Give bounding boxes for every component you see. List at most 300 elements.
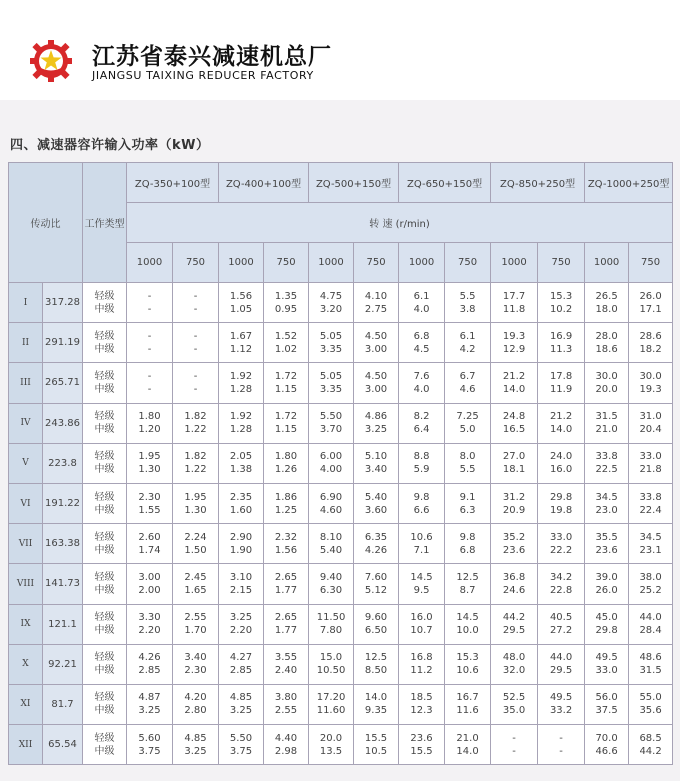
power-medium: 17.1: [639, 303, 662, 315]
power-cell: [491, 725, 538, 765]
power-medium: 1.15: [274, 383, 298, 395]
power-light: 40.5: [549, 612, 573, 624]
power-light: 5.05: [319, 330, 343, 342]
power-medium: 2.15: [229, 584, 253, 596]
power-light: 2.65: [274, 571, 298, 583]
power-medium: 6.30: [319, 584, 343, 596]
power-light: 2.24: [184, 531, 207, 543]
power-cell: [173, 283, 219, 323]
power-light: 5.05: [319, 370, 343, 382]
power-light: 5.10: [364, 451, 388, 463]
power-cell: [445, 564, 491, 604]
power-cell: [491, 363, 538, 403]
power-cell: [629, 443, 673, 483]
power-light: 5.50: [319, 411, 343, 423]
ratio-value: 191.22: [43, 483, 83, 523]
table-row: [9, 443, 673, 483]
work-type-medium: 中级: [94, 544, 115, 556]
power-cell: [354, 403, 399, 443]
power-light: 2.35: [229, 491, 253, 503]
power-light: 21.0: [456, 732, 479, 744]
power-medium: 2.80: [184, 705, 207, 717]
power-cell: [399, 564, 445, 604]
power-cell: [264, 725, 309, 765]
power-light: 3.00: [138, 571, 161, 583]
power-medium: 19.8: [549, 504, 573, 516]
power-cell: [264, 684, 309, 724]
power-cell: [585, 564, 629, 604]
power-cell: [445, 604, 491, 644]
power-cell: [127, 604, 173, 644]
power-light: 49.5: [549, 692, 573, 704]
work-type-cell: [83, 644, 127, 684]
power-light: 35.5: [595, 531, 618, 543]
power-cell: [309, 363, 354, 403]
power-light: 33.8: [639, 491, 662, 503]
power-cell: [491, 644, 538, 684]
power-medium: 7.80: [319, 625, 343, 637]
power-cell: [629, 644, 673, 684]
work-type-cell: [83, 483, 127, 523]
ratio-value: 317.28: [43, 283, 83, 323]
power-cell: [127, 725, 173, 765]
power-cell: [585, 684, 629, 724]
power-medium: 11.3: [549, 343, 573, 355]
power-light: 2.90: [229, 531, 253, 543]
power-cell: [354, 725, 399, 765]
power-medium: 10.2: [549, 303, 573, 315]
power-medium: 11.6: [456, 705, 479, 717]
power-medium: 37.5: [595, 705, 618, 717]
power-cell: [538, 283, 585, 323]
table-row: [9, 403, 673, 443]
power-cell: [585, 363, 629, 403]
stage-numeral: VI: [9, 483, 43, 523]
table-row: [9, 725, 673, 765]
power-cell: [354, 524, 399, 564]
power-light: 3.55: [274, 652, 298, 664]
power-light: 7.6: [413, 370, 430, 382]
power-cell: [399, 644, 445, 684]
power-medium: 2.75: [364, 303, 388, 315]
power-medium: 23.6: [502, 544, 526, 556]
power-light: 33.8: [595, 451, 618, 463]
power-cell: [629, 564, 673, 604]
work-type-light: 轻级: [94, 692, 115, 704]
power-light: 4.85: [229, 692, 253, 704]
power-cell: [127, 644, 173, 684]
power-light: 28.0: [595, 330, 618, 342]
work-type-medium: 中级: [94, 303, 115, 315]
power-medium: 23.0: [595, 504, 618, 516]
power-light: 18.5: [410, 692, 433, 704]
power-medium: 1.25: [274, 504, 298, 516]
work-type-medium: 中级: [94, 745, 115, 757]
power-light: 1.52: [274, 330, 298, 342]
power-light: 19.3: [502, 330, 526, 342]
power-cell: [354, 363, 399, 403]
power-medium: -: [193, 383, 198, 395]
work-type-light: 轻级: [94, 451, 115, 463]
power-medium: 9.35: [364, 705, 388, 717]
power-light: 17.20: [316, 692, 346, 704]
work-type-medium: 中级: [94, 584, 115, 596]
power-cell: [629, 524, 673, 564]
speed-value-header: 750: [445, 243, 491, 283]
power-light: 1.80: [274, 451, 298, 463]
power-cell: [354, 564, 399, 604]
power-cell: [538, 604, 585, 644]
power-light: 24.8: [502, 411, 526, 423]
power-light: -: [193, 290, 198, 302]
speed-header: 转 速 (r/min): [127, 203, 673, 243]
power-light: 33.0: [639, 451, 662, 463]
power-light: 4.86: [364, 411, 388, 423]
company-name-en: JIANGSU TAIXING REDUCER FACTORY: [92, 69, 314, 82]
power-medium: 2.20: [229, 625, 253, 637]
power-cell: [264, 564, 309, 604]
power-medium: 35.6: [639, 705, 662, 717]
power-light: 14.5: [410, 571, 433, 583]
power-medium: 1.55: [138, 504, 161, 516]
power-cell: [309, 483, 354, 523]
power-cell: [491, 283, 538, 323]
power-cell: [538, 524, 585, 564]
power-medium: 3.35: [319, 343, 343, 355]
stage-numeral: XII: [9, 725, 43, 765]
power-light: -: [147, 370, 152, 382]
power-cell: [173, 644, 219, 684]
power-cell: [264, 403, 309, 443]
power-cell: [219, 604, 264, 644]
power-cell: [173, 483, 219, 523]
power-medium: 5.0: [459, 424, 476, 436]
speed-value-header: 750: [264, 243, 309, 283]
power-medium: 16.0: [549, 464, 573, 476]
power-cell: [309, 403, 354, 443]
power-medium: 3.25: [229, 705, 253, 717]
power-medium: 4.2: [459, 343, 476, 355]
power-cell: [264, 363, 309, 403]
power-medium: 24.6: [502, 584, 526, 596]
power-medium: 44.2: [639, 745, 662, 757]
power-medium: 26.0: [595, 584, 618, 596]
power-medium: 23.6: [595, 544, 618, 556]
power-light: 6.1: [413, 290, 430, 302]
power-medium: 3.25: [364, 424, 388, 436]
speed-value-header: 1000: [585, 243, 629, 283]
power-medium: 2.20: [138, 625, 161, 637]
power-light: 8.0: [459, 451, 476, 463]
power-cell: [219, 684, 264, 724]
ratio-value: 121.1: [43, 604, 83, 644]
power-cell: [445, 725, 491, 765]
power-medium: -: [193, 343, 198, 355]
ratio-value: 65.54: [43, 725, 83, 765]
power-cell: [127, 564, 173, 604]
power-medium: 7.1: [413, 544, 430, 556]
power-light: 9.40: [319, 571, 343, 583]
power-medium: 1.65: [184, 584, 207, 596]
power-light: -: [512, 732, 516, 744]
power-cell: [219, 283, 264, 323]
power-light: 2.45: [184, 571, 207, 583]
speed-value-header: 1000: [127, 243, 173, 283]
power-cell: [538, 725, 585, 765]
ratio-value: 223.8: [43, 443, 83, 483]
work-type-cell: [83, 283, 127, 323]
power-light: 15.3: [549, 290, 573, 302]
work-type-light: 轻级: [94, 330, 115, 342]
power-medium: 32.0: [502, 665, 526, 677]
power-light: -: [147, 290, 152, 302]
power-cell: [219, 403, 264, 443]
power-cell: [585, 283, 629, 323]
power-medium: 2.85: [138, 665, 161, 677]
power-light: 4.50: [364, 370, 388, 382]
power-light: 2.60: [138, 531, 161, 543]
power-medium: 22.8: [549, 584, 573, 596]
power-light: 1.67: [229, 330, 253, 342]
power-cell: [629, 283, 673, 323]
power-cell: [585, 403, 629, 443]
power-light: 1.92: [229, 370, 253, 382]
power-medium: 21.0: [595, 424, 618, 436]
power-light: 4.87: [138, 692, 161, 704]
power-light: -: [559, 732, 563, 744]
power-cell: [491, 524, 538, 564]
power-light: 6.00: [319, 451, 343, 463]
power-medium: 2.40: [274, 665, 298, 677]
power-cell: [629, 363, 673, 403]
power-light: 15.3: [456, 652, 479, 664]
power-cell: [264, 323, 309, 363]
power-light: 30.0: [595, 370, 618, 382]
section-title: 四、减速器容许输入功率（kW）: [10, 138, 210, 153]
power-medium: 5.5: [459, 464, 476, 476]
power-light: 31.2: [502, 491, 526, 503]
power-medium: -: [512, 745, 516, 757]
power-cell: [491, 403, 538, 443]
power-medium: 3.00: [364, 383, 388, 395]
work-type-cell: [83, 684, 127, 724]
power-cell: [354, 644, 399, 684]
power-cell: [491, 483, 538, 523]
power-cell: [445, 363, 491, 403]
power-cell: [309, 323, 354, 363]
power-cell: [173, 604, 219, 644]
stage-numeral: X: [9, 644, 43, 684]
model-header: ZQ-850+250型: [491, 163, 585, 203]
power-cell: [445, 443, 491, 483]
power-medium: 20.9: [502, 504, 526, 516]
power-cell: [309, 684, 354, 724]
power-cell: [219, 725, 264, 765]
power-cell: [445, 283, 491, 323]
power-light: -: [193, 330, 198, 342]
power-medium: 1.22: [184, 424, 207, 436]
power-cell: [491, 323, 538, 363]
power-medium: 4.0: [413, 383, 430, 395]
power-cell: [538, 403, 585, 443]
power-medium: 20.4: [639, 424, 662, 436]
power-cell: [629, 403, 673, 443]
model-header: ZQ-1000+250型: [585, 163, 673, 203]
power-light: 17.7: [502, 290, 526, 302]
work-type-medium: 中级: [94, 343, 115, 355]
power-medium: 1.90: [229, 544, 253, 556]
power-cell: [309, 283, 354, 323]
power-medium: 1.20: [138, 424, 161, 436]
stage-numeral: IV: [9, 403, 43, 443]
ratio-value: 163.38: [43, 524, 83, 564]
stage-numeral: I: [9, 283, 43, 323]
power-cell: [585, 604, 629, 644]
power-medium: 1.28: [229, 383, 253, 395]
power-light: 3.80: [274, 692, 298, 704]
power-light: 15.0: [319, 652, 343, 664]
power-medium: 4.60: [319, 504, 343, 516]
power-medium: 4.5: [413, 343, 430, 355]
power-light: 2.32: [274, 531, 298, 543]
work-type-medium: 中级: [94, 625, 115, 637]
power-cell: [219, 323, 264, 363]
power-medium: 10.6: [456, 665, 479, 677]
power-medium: 2.55: [274, 705, 298, 717]
power-light: 2.55: [184, 612, 207, 624]
power-medium: 1.30: [138, 464, 161, 476]
work-type-cell: [83, 564, 127, 604]
power-medium: -: [559, 745, 563, 757]
power-medium: 10.7: [410, 625, 433, 637]
power-medium: 18.6: [595, 343, 618, 355]
col-header-work-type: 工作类型: [83, 163, 127, 283]
power-cell: [399, 684, 445, 724]
power-light: 39.0: [595, 571, 618, 583]
work-type-cell: [83, 604, 127, 644]
work-type-light: 轻级: [94, 571, 115, 583]
power-cell: [538, 323, 585, 363]
power-light: 34.2: [549, 571, 573, 583]
power-light: 55.0: [639, 692, 662, 704]
work-type-medium: 中级: [94, 383, 115, 395]
power-cell: [399, 443, 445, 483]
speed-value-header: 750: [538, 243, 585, 283]
power-light: 21.2: [502, 370, 526, 382]
power-cell: [445, 403, 491, 443]
power-light: 4.10: [364, 290, 388, 302]
power-medium: -: [147, 383, 152, 395]
power-medium: 8.50: [364, 665, 388, 677]
power-light: 5.5: [459, 290, 476, 302]
power-cell: [538, 443, 585, 483]
work-type-light: 轻级: [94, 612, 115, 624]
power-light: 12.5: [456, 571, 479, 583]
stage-numeral: II: [9, 323, 43, 363]
power-medium: 2.85: [229, 665, 253, 677]
power-cell: [445, 644, 491, 684]
power-light: 3.30: [138, 612, 161, 624]
power-light: 6.1: [459, 330, 476, 342]
power-medium: 11.9: [549, 383, 573, 395]
power-cell: [354, 443, 399, 483]
speed-value-header: 750: [629, 243, 673, 283]
power-cell: [585, 524, 629, 564]
power-cell: [538, 363, 585, 403]
power-medium: 3.40: [364, 464, 388, 476]
work-type-medium: 中级: [94, 504, 115, 516]
model-header: ZQ-650+150型: [399, 163, 491, 203]
power-cell: [538, 564, 585, 604]
power-light: 1.80: [138, 411, 161, 423]
power-light: 31.5: [595, 411, 618, 423]
power-cell: [445, 524, 491, 564]
power-light: 68.5: [639, 732, 662, 744]
power-light: 1.35: [274, 290, 298, 302]
power-medium: 3.75: [229, 745, 253, 757]
work-type-cell: [83, 323, 127, 363]
power-medium: 1.38: [229, 464, 253, 476]
power-light: 29.8: [549, 491, 573, 503]
power-medium: 22.2: [549, 544, 573, 556]
power-medium: 18.0: [595, 303, 618, 315]
power-light: 6.35: [364, 531, 388, 543]
power-light: 9.60: [364, 612, 388, 624]
power-medium: 3.25: [184, 745, 207, 757]
col-header-ratio: 传动比: [9, 163, 83, 283]
power-cell: [127, 403, 173, 443]
power-medium: 21.8: [639, 464, 662, 476]
power-light: 4.85: [184, 732, 207, 744]
page-header: [0, 0, 680, 100]
power-light: 10.6: [410, 531, 433, 543]
power-medium: 10.5: [364, 745, 388, 757]
power-medium: 3.20: [319, 303, 343, 315]
power-cell: [264, 644, 309, 684]
power-cell: [309, 604, 354, 644]
power-light: 1.92: [229, 411, 253, 423]
power-light: 1.82: [184, 451, 207, 463]
power-cell: [264, 443, 309, 483]
power-light: 1.72: [274, 370, 298, 382]
table-row: [9, 604, 673, 644]
power-light: 3.25: [229, 612, 253, 624]
power-light: 1.95: [138, 451, 161, 463]
power-light: 4.75: [319, 290, 343, 302]
work-type-medium: 中级: [94, 424, 115, 436]
model-header: ZQ-500+150型: [309, 163, 399, 203]
power-medium: 22.4: [639, 504, 662, 516]
work-type-cell: [83, 725, 127, 765]
power-cell: [399, 483, 445, 523]
power-medium: 14.0: [456, 745, 479, 757]
power-light: 16.0: [410, 612, 433, 624]
power-cell: [399, 363, 445, 403]
power-light: 34.5: [639, 531, 662, 543]
power-light: 16.9: [549, 330, 573, 342]
gear-star-logo-icon: [28, 38, 74, 84]
power-medium: 6.50: [364, 625, 388, 637]
work-type-medium: 中级: [94, 705, 115, 717]
power-light: 7.60: [364, 571, 388, 583]
power-medium: 11.2: [410, 665, 433, 677]
power-cell: [399, 725, 445, 765]
power-cell: [127, 524, 173, 564]
power-cell: [629, 725, 673, 765]
power-light: 35.2: [502, 531, 526, 543]
power-medium: 3.8: [459, 303, 476, 315]
power-medium: 3.70: [319, 424, 343, 436]
